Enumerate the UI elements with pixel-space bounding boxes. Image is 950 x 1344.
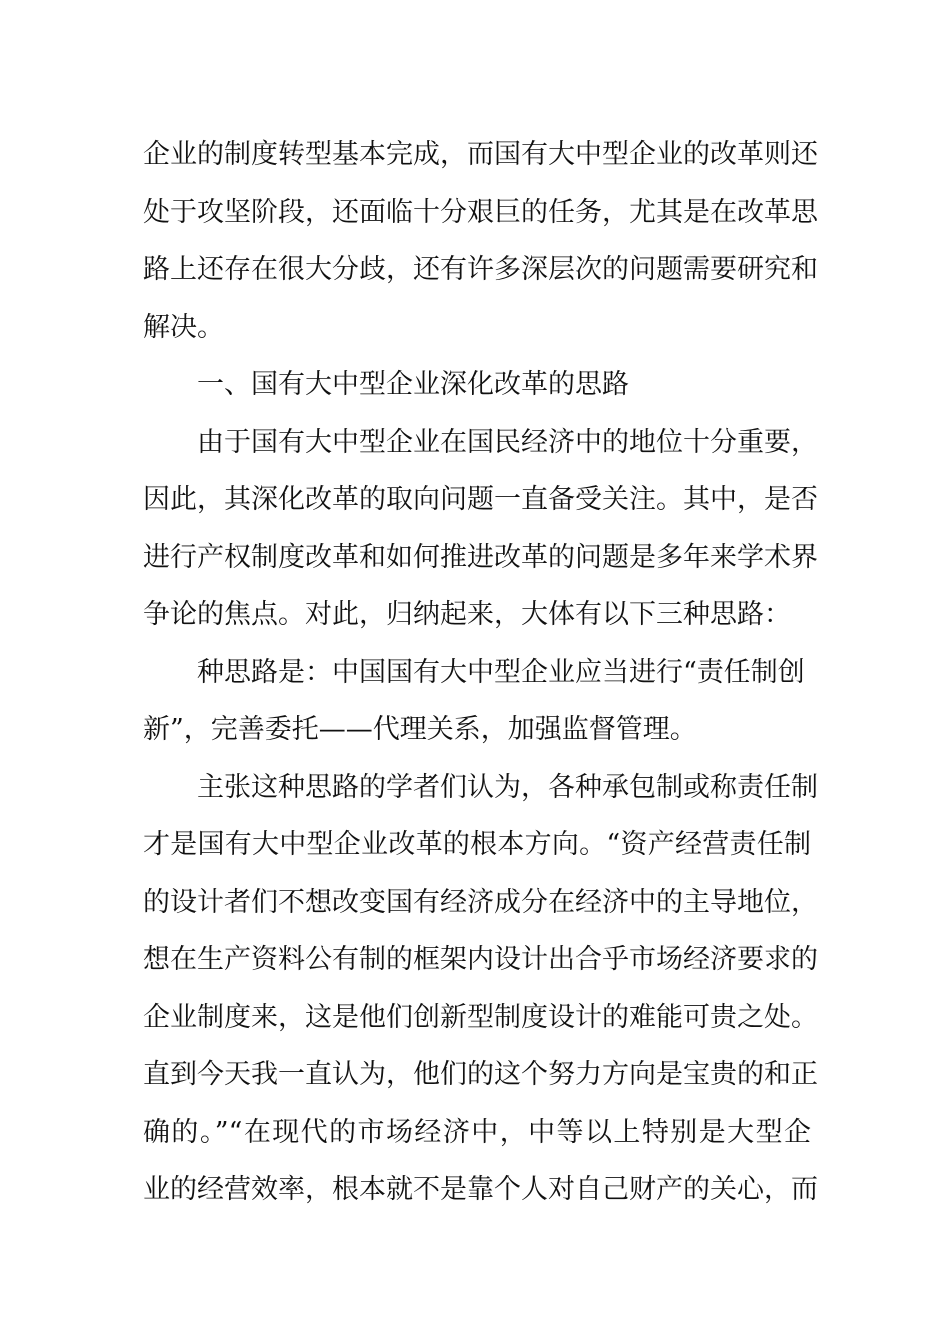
text-line: 争论的焦点。对此，归纳起来，大体有以下三种思路： bbox=[143, 599, 791, 630]
text-line: 由于国有大中型企业在国民经济中的地位十分重要， bbox=[197, 426, 818, 458]
section-heading: 一、国有大中型企业深化改革的思路 bbox=[197, 369, 629, 400]
text-line: 企业制度来，这是他们创新型制度设计的难能可贵之处。 bbox=[143, 1001, 818, 1033]
text-line: 才是国有大中型企业改革的根本方向。“资产经营责任制 bbox=[143, 829, 811, 860]
text-line: 想在生产资料公有制的框架内设计出合乎市场经济要求的 bbox=[143, 944, 818, 975]
text-line: 企业的制度转型基本完成，而国有大中型企业的改革则还 bbox=[143, 139, 818, 170]
text-line: 进行产权制度改革和如何推进改革的问题是多年来学术界 bbox=[143, 541, 818, 573]
text-line: 业的经营效率，根本就不是靠个人对自己财产的关心，而 bbox=[143, 1174, 818, 1205]
text-line: 直到今天我一直认为，他们的这个努力方向是宝贵的和正 bbox=[143, 1059, 818, 1090]
text-line: 处于攻坚阶段，还面临十分艰巨的任务，尤其是在改革思 bbox=[143, 196, 818, 228]
text-line: 路上还存在很大分歧，还有许多深层次的问题需要研究和 bbox=[143, 254, 818, 285]
text-line: 解决。 bbox=[143, 311, 224, 343]
text-line: 主张这种思路的学者们认为，各种承包制或称责任制 bbox=[197, 771, 818, 803]
text-line: 的设计者们不想改变国有经济成分在经济中的主导地位， bbox=[143, 886, 818, 918]
text-line: 确的。”“在现代的市场经济中，中等以上特别是大型企 bbox=[143, 1116, 811, 1148]
text-line: 种思路是：中国国有大中型企业应当进行“责任制创 bbox=[197, 656, 805, 688]
text-line: 因此，其深化改革的取向问题一直备受关注。其中，是否 bbox=[143, 484, 818, 515]
text-line: 新”，完善委托——代理关系，加强监督管理。 bbox=[143, 714, 697, 745]
body-text bbox=[143, 126, 818, 1219]
